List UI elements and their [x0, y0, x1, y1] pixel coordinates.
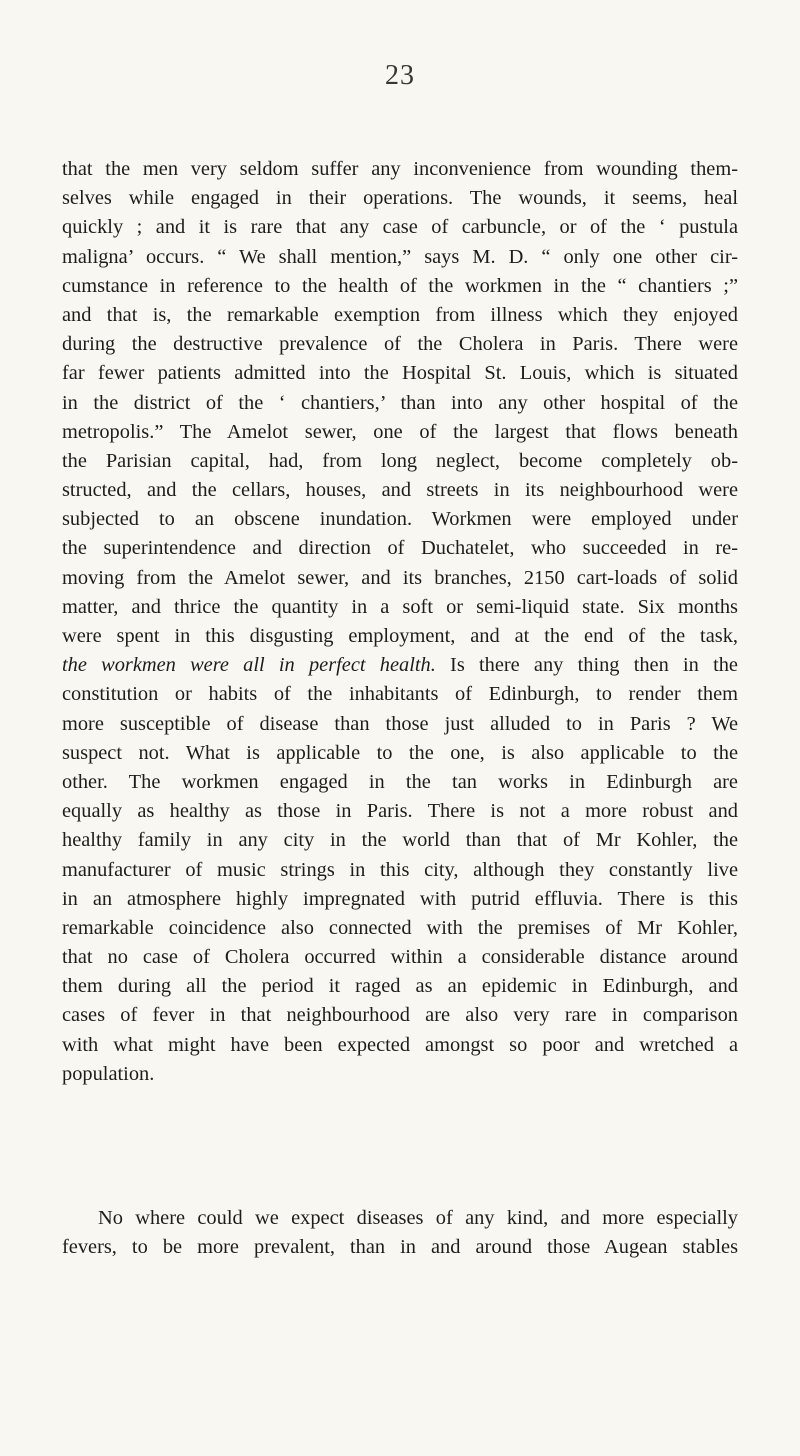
text-line: more susceptible of disease than those just alluded to in Paris ? We — [62, 712, 738, 735]
text-line: remarkable coincidence also connected with the premises of Mr Kohler, — [62, 916, 738, 939]
text-line: and that is, the remarkable exemption from illness which they enjoyed — [62, 303, 738, 326]
text-line: matter, and thrice the quantity in a soft or semi-liquid state. Six months — [62, 595, 738, 618]
emphasis-text: the workmen were all in perfect health. — [62, 654, 436, 677]
text-line: cumstance in reference to the health of the workmen in the “ chantiers ;” — [62, 274, 738, 297]
text-line: the Parisian capital, had, from long neglect, become completely ob- — [62, 449, 738, 472]
text-line: structed, and the cellars, houses, and streets in its neighbourhood were — [62, 479, 738, 502]
text-line: with what might have been expected amongst so poor and wretched a — [62, 1033, 738, 1056]
text-line: fevers, to be more prevalent, than in and around those Augean stables — [62, 1236, 738, 1259]
text-line: No where could we expect diseases of any kind, and more especially — [98, 1207, 738, 1229]
text-line: maligna’ occurs. “ We shall mention,” says M. D. “ only one other cir- — [62, 245, 738, 268]
paragraph-1 — [62, 155, 738, 1089]
text-line: equally as healthy as those in Paris. There is not a more robust and — [62, 800, 738, 823]
text-line: metropolis.” The Amelot sewer, one of the largest that flows beneath — [62, 420, 738, 443]
text-line: them during all the period it raged as an epidemic in Edinburgh, and — [62, 975, 738, 998]
text-line: cases of fever in that neighbourhood are also very rare in comparison — [62, 1004, 738, 1027]
text-line: population. — [62, 1062, 155, 1085]
text-line: the superintendence and direction of Duchatelet, who succeeded in re- — [62, 537, 738, 560]
text-line: healthy family in any city in the world than that of Mr Kohler, the — [62, 829, 738, 852]
text-line: other. The workmen engaged in the tan works in Edinburgh are — [62, 770, 738, 793]
text-line: suspect not. What is applicable to the one, is also applicable to the — [62, 741, 738, 764]
text-line: selves while engaged in their operations. The wounds, it seems, heal — [62, 187, 738, 210]
text-line: were spent in this disgusting employment, and at the end of the task, — [62, 625, 738, 647]
text-fragment: Is there any thing then in the — [435, 654, 738, 677]
text-line: quickly ; and it is rare that any case of carbuncle, or of the ‘ pustula — [62, 216, 738, 239]
text-line-with-emphasis — [62, 651, 738, 680]
text-line: in an atmosphere highly impregnated with putrid effluvia. There is this — [62, 887, 738, 910]
page-number: 23 — [385, 60, 415, 91]
text-line: that the men very seldom suffer any inconvenience from wounding them- — [62, 158, 738, 180]
text-line: that no case of Cholera occurred within a considerable distance around — [62, 946, 738, 969]
text-line: far fewer patients admitted into the Hospital St. Louis, which is situated — [62, 362, 738, 385]
paragraph-2 — [62, 1204, 738, 1262]
text-line: subjected to an obscene inundation. Workmen were employed under — [62, 508, 738, 531]
text-line: constitution or habits of the inhabitants of Edinburgh, to render them — [62, 683, 738, 706]
text-line: moving from the Amelot sewer, and its branches, 2150 cart-loads of solid — [62, 566, 738, 589]
text-line: during the destructive prevalence of the Cholera in Paris. There were — [62, 333, 738, 356]
text-line: in the district of the ‘ chantiers,’ than into any other hospital of the — [62, 391, 738, 414]
text-line: manufacturer of music strings in this city, although they constantly live — [62, 858, 738, 881]
